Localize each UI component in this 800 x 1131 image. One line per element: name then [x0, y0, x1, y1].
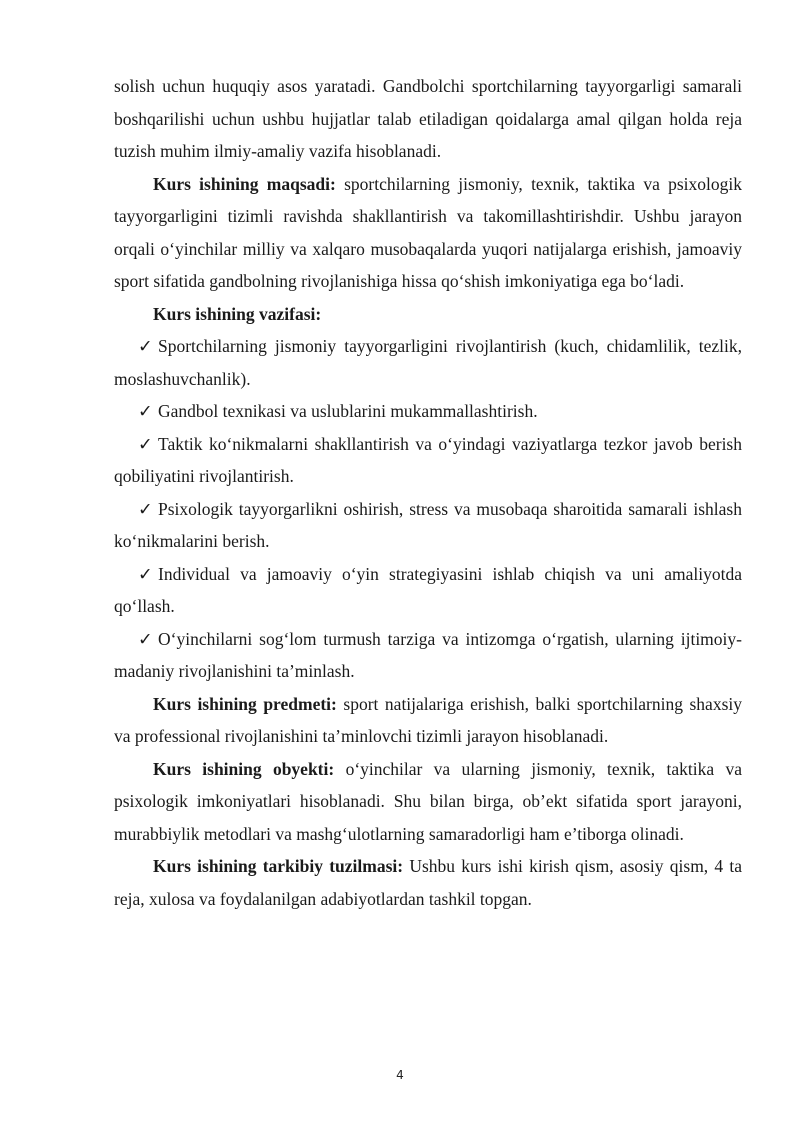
task-item	[114, 428, 742, 493]
task-item-text: O‘yinchilarni sog‘lom turmush tarziga va intizomga o‘rgatish, ularning ijtimoiy-madaniy rivojlanishini ta’minlash.	[114, 628, 742, 681]
object-label: Kurs ishining obyekti:	[153, 758, 335, 779]
page-number: 4	[396, 1068, 404, 1082]
structure-label: Kurs ishining tarkibiy tuzilmasi:	[153, 856, 404, 876]
object-text: o‘yinchilar va ularning jismoniy, texnik, taktika va psixologik imkoniyatlari hisoblanadi. Shu bilan birga, ob’ekt sifatida sport jarayoni, murabbiylik metodlari va mashg‘ulotlarning samaradorligi ham e’tiborga olinadi.	[114, 758, 742, 844]
subject-label: Kurs ishining predmeti:	[153, 693, 337, 714]
task-item-text: Individual va jamoaviy o‘yin strategiyasini ishlab chiqish va uni amaliyotda qo‘llash.	[114, 563, 742, 616]
checkmark-icon: ✓	[138, 336, 153, 356]
task-item-text: Sportchilarning jismoniy tayyorgarligini rivojlantirish (kuch, chidamlilik, tezlik, moslashuvchanlik).	[114, 336, 742, 389]
intro-paragraph: solish uchun huquqiy asos yaratadi. Gandbolchi sportchilarning tayyorgarligi samarali boshqarilishi uchun ushbu hujjatlar talab etiladigan qoidalarga amal qilgan holda reja tuzish muhim ilmiy-amaliy vazifa hisoblanadi.	[114, 76, 742, 161]
task-item	[114, 493, 742, 558]
task-item-text: Gandbol texnikasi va uslublarini mukammallashtirish.	[158, 401, 538, 421]
task-item	[114, 623, 742, 688]
checkmark-icon: ✓	[138, 498, 153, 519]
checkmark-icon: ✓	[138, 401, 153, 421]
subject-text: sport natijalariga erishish, balki sportchilarning shaxsiy va professional rivojlanishini ta’minlovchi tizimli jarayon hisoblanadi.	[114, 693, 742, 746]
checkmark-icon: ✓	[138, 563, 153, 584]
tasks-label: Kurs ishining vazifasi:	[153, 303, 322, 324]
tasks-heading	[114, 298, 742, 331]
goal-text: sportchilarning jismoniy, texnik, taktika va psixologik tayyorgarligini tizimli ravishda shakllantirish va takomillashtirishdir. Ushbu jarayon orqali o‘yinchilar milliy va xalqaro musobaqalarda yuqori natijalarga erishish, jamoaviy sport sifatida gandbolning rivojlanishiga hissa qo‘shish imkoniyatiga ega bo‘ladi.	[114, 173, 742, 291]
task-item-text: Taktik ko‘nikmalarni shakllantirish va o‘yindagi vaziyatlarga tezkor javob berish qobiliyatini rivojlantirish.	[114, 433, 742, 486]
structure-paragraph	[114, 850, 742, 915]
structure-text: Ushbu kurs ishi kirish qism, asosiy qism, 4 ta reja, xulosa va foydalanilgan adabiyotlardan tashkil topgan.	[114, 856, 742, 909]
object-paragraph	[114, 753, 742, 851]
task-item	[114, 395, 742, 428]
document-body	[114, 70, 742, 915]
checkmark-icon: ✓	[138, 628, 153, 649]
subject-paragraph	[114, 688, 742, 753]
checkmark-icon: ✓	[138, 433, 153, 454]
task-item-text: Psixologik tayyorgarlikni oshirish, stress va musobaqa sharoitida samarali ishlash ko‘nikmalarini berish.	[114, 498, 742, 551]
task-item	[114, 330, 742, 395]
task-item	[114, 558, 742, 623]
goal-paragraph	[114, 168, 742, 298]
goal-label: Kurs ishining maqsadi:	[153, 173, 336, 194]
